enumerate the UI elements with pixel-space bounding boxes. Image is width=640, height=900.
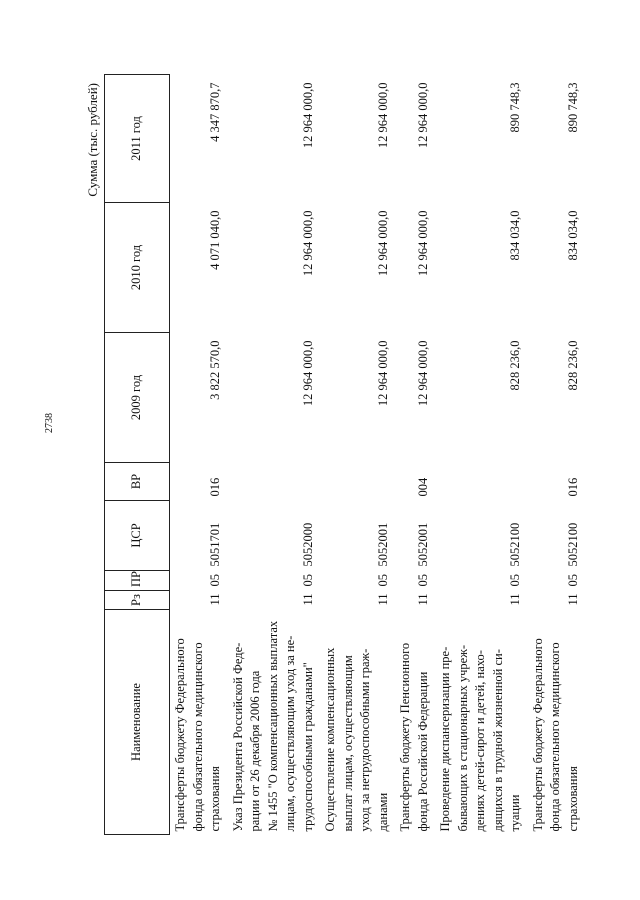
cell-pr: 05 [565, 574, 580, 587]
table-row [435, 75, 528, 835]
cell-rz: 11 [565, 593, 580, 606]
name-line: трудоспособными гражданами" [300, 662, 315, 832]
cell-name [395, 610, 435, 835]
cell-vr [228, 463, 321, 501]
name-line: Указ Президента Российской Феде- [230, 642, 245, 832]
name-line: Проведение диспансеризации пре- [438, 646, 452, 832]
cell-csr: 5052000 [300, 522, 315, 567]
name-line: фонда обязательного медицинского [548, 642, 562, 832]
name-line: уход за нетрудоспособными граж- [358, 648, 372, 832]
cell-2010: 4 071 040,0 [208, 210, 222, 270]
cell-2010: 834 034,0 [565, 210, 580, 261]
cell-pr: 05 [508, 574, 522, 587]
name-line: страхования [208, 766, 222, 832]
cell-rz: 11 [375, 593, 390, 606]
page-number: 2738 [44, 413, 55, 433]
cell-2009: 12 964 000,0 [375, 340, 390, 407]
cell-rz: 11 [208, 593, 222, 606]
cell-2011: 12 964 000,0 [375, 82, 390, 149]
name-line: фонда Российской Федерации [415, 671, 430, 832]
cell-vr [435, 463, 528, 501]
name-line: страхования [565, 766, 580, 832]
cell-pr: 05 [375, 574, 390, 587]
cell-csr: 5052100 [565, 522, 580, 567]
cell-vr: 004 [415, 477, 430, 497]
cell-name [435, 610, 528, 835]
cell-2010: 12 964 000,0 [415, 210, 430, 277]
header-vr: ВР [105, 463, 170, 501]
table-row [320, 75, 395, 835]
cell-vr: 016 [565, 477, 580, 497]
table-row [170, 75, 228, 835]
header-2009: 2009 год [105, 333, 170, 463]
cell-csr: 5052001 [375, 522, 390, 567]
table-row [228, 75, 321, 835]
name-line: лицам, осуществляющим уход за не- [283, 635, 297, 832]
name-line: Трансферты бюджету Пенсионного [398, 642, 412, 832]
cell-2009: 828 236,0 [565, 340, 580, 391]
header-row [105, 75, 170, 835]
table-row [395, 75, 435, 835]
header-pr: ПР [105, 571, 170, 591]
cell-pr: 05 [300, 574, 315, 587]
cell-csr: 5052100 [508, 522, 522, 567]
cell-csr: 5052001 [415, 522, 430, 567]
cell-2011: 12 964 000,0 [415, 82, 430, 149]
cell-2010: 12 964 000,0 [300, 210, 315, 277]
cell-csr: 5051701 [208, 522, 222, 567]
cell-2011: 12 964 000,0 [300, 82, 315, 149]
cell-rz: 11 [415, 593, 430, 606]
header-csr: ЦСР [105, 501, 170, 571]
cell-rz: 11 [300, 593, 315, 606]
cell-rz: 11 [508, 593, 522, 606]
cell-name [170, 610, 228, 835]
name-line: дениях детей-сирот и детей, нахо- [473, 650, 487, 832]
cell-vr: 016 [208, 477, 222, 497]
units-caption: Сумма (тыс. рублей) [85, 83, 100, 197]
name-line: № 1455 "О компенсационных выплатах [265, 620, 280, 832]
cell-pr: 05 [415, 574, 430, 587]
cell-2009: 828 236,0 [508, 340, 522, 391]
name-line: дящихся в трудной жизненной си- [490, 649, 505, 832]
header-name: Наименование [105, 610, 170, 835]
cell-2010: 834 034,0 [508, 210, 522, 261]
name-line: туации [508, 794, 522, 832]
cell-2011: 890 748,3 [565, 82, 580, 133]
header-2011: 2011 год [105, 75, 170, 203]
cell-vr [320, 463, 395, 501]
cell-2011: 890 748,3 [508, 82, 522, 133]
cell-2009: 12 964 000,0 [300, 340, 315, 407]
name-line: рации от 26 декабря 2006 года [248, 670, 262, 832]
name-line: выплат лицам, осуществляющим [340, 655, 355, 832]
budget-table [104, 74, 585, 835]
rotated-page-content [82, 75, 622, 835]
cell-2009: 3 822 570,0 [208, 340, 222, 400]
cell-2011: 4 347 870,7 [208, 82, 222, 142]
table-row [528, 75, 586, 835]
header-2010: 2010 год [105, 203, 170, 333]
name-line: Трансферты бюджету Федерального [530, 638, 545, 832]
table-header [105, 75, 170, 835]
cell-2009: 12 964 000,0 [415, 340, 430, 407]
cell-2010: 12 964 000,0 [375, 210, 390, 277]
cell-pr: 05 [208, 574, 222, 587]
header-rz: Рз [105, 591, 170, 610]
name-line: Трансферты бюджету Федерального [173, 638, 187, 832]
name-line: бывающих в стационарных учреж- [455, 644, 470, 832]
name-line: Осуществление компенсационных [323, 647, 337, 832]
cell-name [228, 610, 321, 835]
cell-name [528, 610, 586, 835]
cell-name [320, 610, 395, 835]
name-line: данами [375, 792, 390, 832]
table-body [170, 75, 586, 835]
name-line: фонда обязательного медицинского [190, 642, 205, 832]
